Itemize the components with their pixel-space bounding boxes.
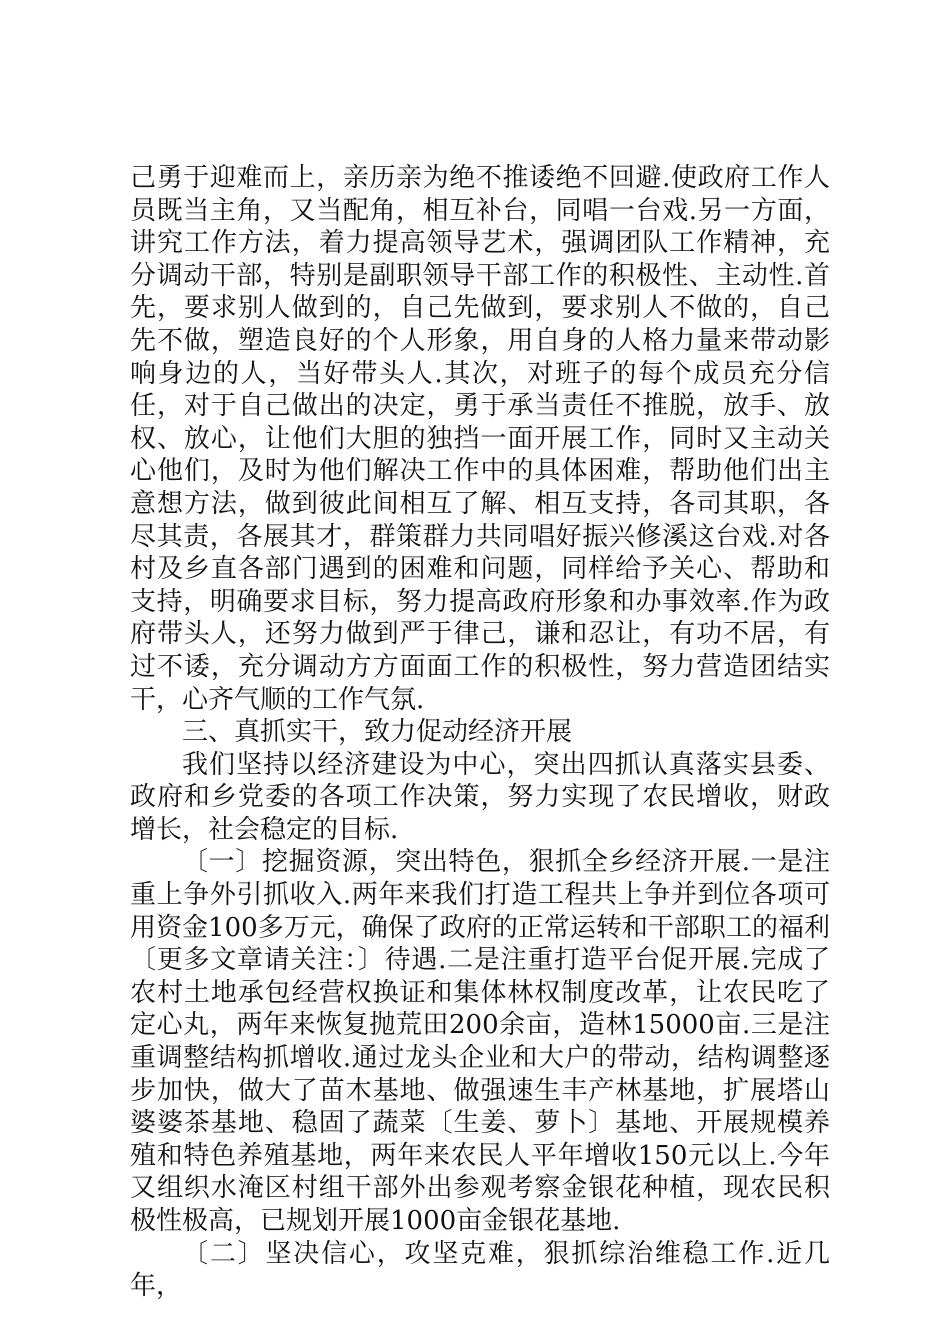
section-heading-economy: 三、真抓实干，致力促动经济开展 (182, 717, 573, 748)
body-paragraph-leadership: 己勇于迎难而上，亲历亲为绝不推诿绝不回避.使政府工作人员既当主角，又当配角，相互补台，同唱一台戏.另一方面，讲究工作方法，着力提高领导艺术，强调团队工作精神，充分调动干部，特别是副职领导干部工作的积极性、主动性.首先，要求别人做到的，自己先做到，要求别人不做的，自己先不做，塑造良好的个人形象，用自身的人格力量来带动影响身边的人，当好带头人.其次，对班子的每个成员充分信任，对于自己做出的决定，勇于承当责任不推脱，放手、放权、放心，让他们大胆的独挡一面开展工作，同时又主动关心他们，及时为他们解决工作中的具体困难，帮助他们出主意想方法，做到彼此间相互了解、相互支持，各司其职，各尽其责，各展其才，群策群力共同唱好振兴修溪这台戏.对各村及乡直各部门遇到的困难和问题，同样给予关心、帮助和支持，明确要求目标，努力提高政府形象和办事效率.作为政府带头人，还努力做到严于律己，谦和忍让，有功不居，有过不诿，充分调动方方面面工作的积极性，努力营造团结实干，心齐气顺的工作气氛. (130, 163, 830, 715)
body-paragraph-resources: 〔一〕挖掘资源，突出特色，狠抓全乡经济开展.一是注重上争外引抓收入.两年来我们打造工程共上争并到位各项可用资金100多万元，确保了政府的正常运转和干部职工的福利〔更多文章请关注：〕待遇.二是注重打造平台促开展.完成了农村土地承包经营权换证和集体林权制度改革，让农民吃了定心丸，两年来恢复抛荒田200余亩，造林15000亩.三是注重调整结构抓增收.通过龙头企业和大户的带动，结构调整逐步加快，做大了苗木基地、做强速生丰产林基地，扩展塔山婆婆茶基地、稳固了蔬菜〔生姜、萝卜〕基地、开展规模养殖和特色养殖基地，两年来农民人平年增收150元以上.今年又组织水淹区村组干部外出参观考察金银花种植，现农民积极性极高，已规划开展1000亩金银花基地. (130, 847, 830, 1236)
body-paragraph-economic-center: 我们坚持以经济建设为中心，突出四抓认真落实县委、政府和乡党委的各项工作决策，努力实现了农民增收，财政增长，社会稳定的目标. (130, 749, 830, 845)
body-paragraph-stability: 〔二〕坚决信心，攻坚克难，狠抓综治维稳工作.近几年， (130, 1238, 830, 1302)
document-page (130, 162, 830, 1303)
